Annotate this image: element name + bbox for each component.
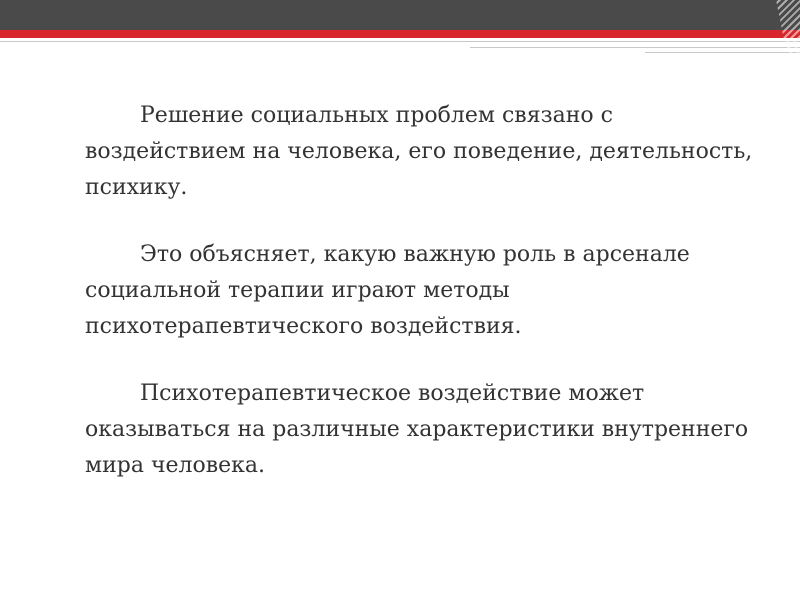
- corner-stripes: [760, 0, 800, 60]
- decorative-line: [0, 41, 800, 42]
- corner-decoration: [760, 0, 800, 60]
- paragraph-3: Психотерапевтическое воздействие может оказываться на различные характеристики внутреннего мира человека.: [85, 381, 749, 478]
- slide-body: [85, 98, 775, 484]
- decorative-line: [470, 47, 800, 48]
- slide-header-bar: [0, 0, 800, 30]
- paragraph-1: Решение социальных проблем связано с воздействием на человека, его поведение, деятельность, психику.: [85, 103, 753, 200]
- slide-accent-stripe: [0, 30, 800, 38]
- paragraph-2: Это объясняет, какую важную роль в арсенале социальной терапии играют методы психотерапевтического воздействия.: [85, 242, 690, 339]
